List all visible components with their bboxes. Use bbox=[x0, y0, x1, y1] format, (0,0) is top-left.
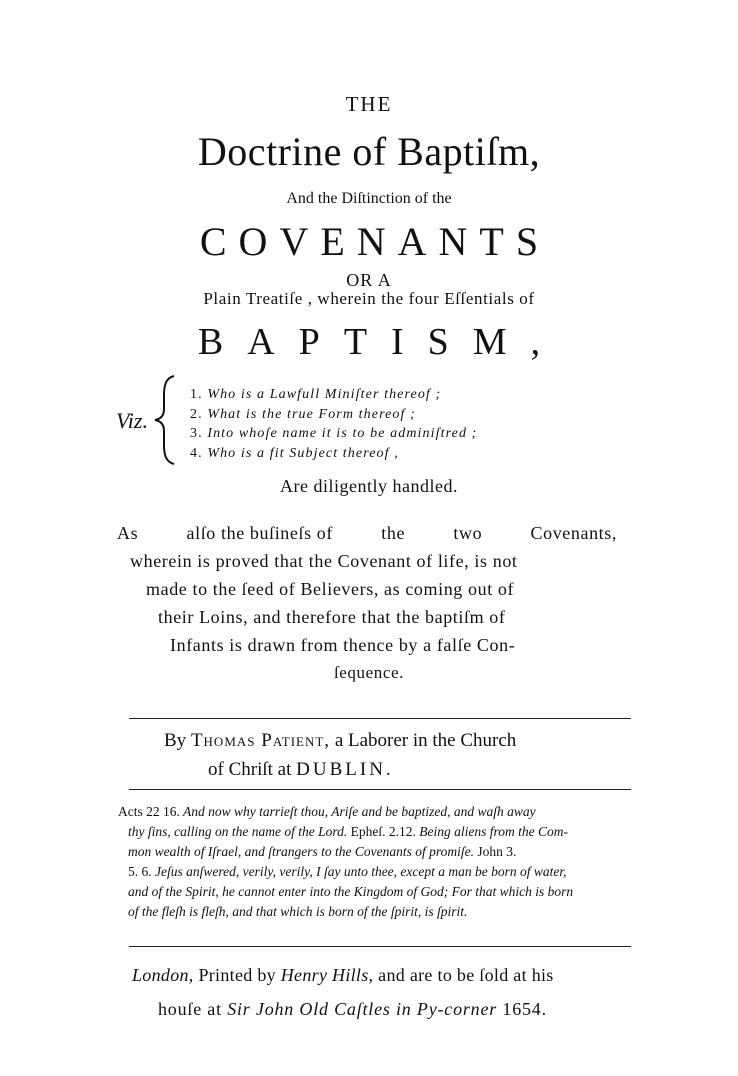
viz-list bbox=[190, 385, 477, 463]
divider-rule bbox=[129, 718, 631, 719]
scripture-line-4: 5. 6. Jeſus anſwered, verily, verily, I ſay unto thee, except a man be born of water, bbox=[128, 864, 567, 879]
divider-rule bbox=[129, 789, 631, 790]
baptism-heading: BAPTISM, bbox=[197, 321, 565, 363]
scripture-line-3: mon wealth of Iſrael, and ſtrangers to the Covenants of promiſe. John 3. bbox=[128, 844, 517, 859]
curly-brace-icon bbox=[146, 373, 180, 467]
covenants-heading: COVENANTS bbox=[199, 219, 551, 264]
handled-line: Are diligently handled. bbox=[280, 476, 458, 496]
paragraph-line-5: Infants is drawn from thence by a falſe Con- bbox=[170, 635, 516, 655]
author-line-2: of Chriſt at DUBLIN. bbox=[208, 759, 394, 780]
scripture-line-6: of the fleſh is fleſh, and that which is born of the ſpirit, is ſpirit. bbox=[128, 904, 468, 919]
viz-item: 2. What is the true Form thereof ; bbox=[190, 406, 416, 422]
viz-item: 4. Who is a fit Subject thereof , bbox=[190, 445, 399, 461]
city-name: DUBLIN. bbox=[296, 759, 394, 780]
viz-item: 1. Who is a Lawfull Miniſter thereof ; bbox=[190, 387, 442, 402]
main-title: Doctrine of Baptiſm, bbox=[197, 129, 541, 174]
author-line-1: By Thomas Patient, a Laborer in the Church bbox=[164, 730, 517, 751]
or-a: OR A bbox=[346, 270, 392, 290]
paragraph-line-1: As alſo the buſineſs of the two Covenants, bbox=[117, 523, 617, 543]
paragraph-line-2: wherein is proved that the Covenant of life, is not bbox=[130, 551, 518, 571]
scripture-line-5: and of the Spirit, he cannot enter into the Kingdom of God; For that which is born bbox=[128, 884, 574, 899]
divider-rule bbox=[129, 946, 631, 947]
plain-treatise-line: Plain Treatiſe , wherein the four Eſſentials of bbox=[203, 289, 535, 308]
title-the: THE bbox=[345, 92, 393, 116]
paragraph-line-6: ſequence. bbox=[333, 663, 405, 682]
paragraph-line-3: made to the ſeed of Believers, as coming out of bbox=[146, 579, 515, 599]
author-name: Thomas Patient, bbox=[190, 730, 331, 751]
viz-label: Viz. bbox=[116, 408, 148, 433]
viz-item: 3. Into whoſe name it is to be adminiſtred ; bbox=[190, 426, 478, 441]
subtitle: And the Diſtinction of the bbox=[286, 190, 452, 207]
scripture-line-2: thy ſins, calling on the name of the Lord. Epheſ. 2.12. Being aliens from the Com- bbox=[128, 824, 568, 839]
scripture-line-1: Acts 22 16. And now why tarrieſt thou, Ariſe and be baptized, and waſh away bbox=[118, 804, 536, 819]
imprint-line-2: houſe at Sir John Old Caſtles in Py-corner 1654. bbox=[158, 999, 547, 1019]
paragraph-line-4: their Loins, and therefore that the baptiſm of bbox=[158, 607, 506, 627]
imprint-line-1: London, Printed by Henry Hills, and are to be ſold at his bbox=[132, 965, 554, 985]
